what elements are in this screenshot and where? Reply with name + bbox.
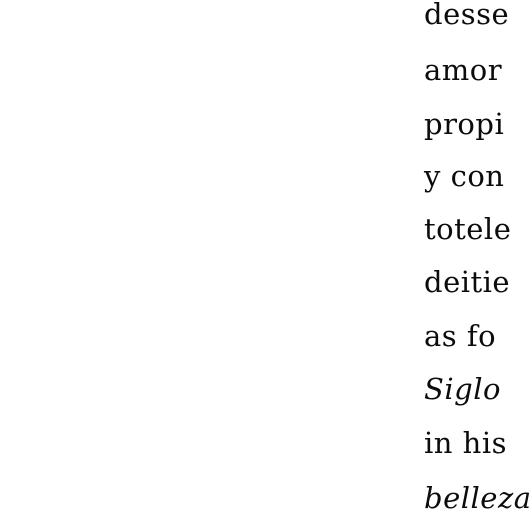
text-line-9: in his: [424, 426, 508, 460]
text-line-3: propi: [424, 107, 505, 141]
text-column-cropped: [424, 0, 532, 515]
text-line-4: y con: [424, 159, 505, 193]
text-line-8: Siglo: [424, 372, 501, 406]
text-line-7: as fo: [424, 319, 497, 353]
text-line-10: belleza: [424, 481, 532, 515]
text-line-6: deitie: [424, 265, 511, 299]
text-line-5: totele: [424, 212, 512, 246]
text-line-2: amor: [424, 53, 503, 87]
text-line-1: desse: [424, 0, 510, 31]
